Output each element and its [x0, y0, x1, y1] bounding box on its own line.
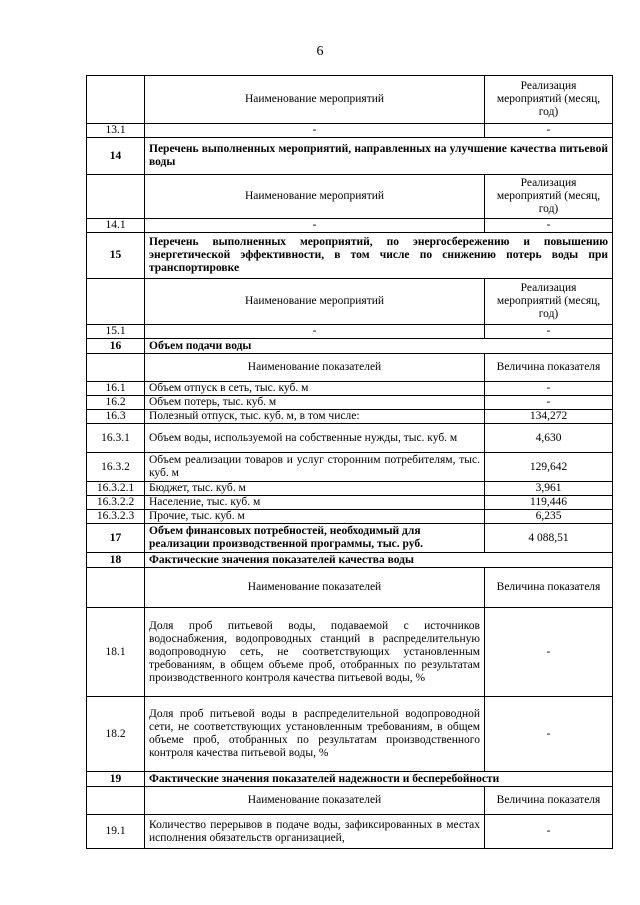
row-number: 18.2 — [87, 697, 145, 772]
row-number: 16.3.2.2 — [87, 496, 145, 510]
indicator-name: Полезный отпуск, тыс. куб. м, в том числе: — [145, 410, 485, 424]
section-title: Фактические значения показателей надежности и бесперебойности — [145, 772, 613, 787]
indicator-value: - — [485, 396, 613, 410]
row-number: 16.3.2 — [87, 453, 145, 482]
indicator-name: Объем отпуск в сеть, тыс. куб. м — [145, 382, 485, 396]
table-row — [87, 396, 613, 410]
row-number: 16.3 — [87, 410, 145, 424]
row-number: 16.3.1 — [87, 424, 145, 453]
table-row — [87, 76, 613, 124]
empty-cell — [87, 354, 145, 382]
indicators-name-header: Наименование показателей — [145, 354, 485, 382]
indicator-name: Прочие, тыс. куб. м — [145, 510, 485, 524]
indicator-name: Бюджет, тыс. куб. м — [145, 482, 485, 496]
indicator-name: Объем потерь, тыс. куб. м — [145, 396, 485, 410]
row-number: 16.2 — [87, 396, 145, 410]
indicator-value: - — [485, 382, 613, 396]
page-number: 6 — [316, 44, 324, 59]
indicator-name: Доля проб питьевой воды в распределительной водопроводной сети, не соответствующих установленным требованиям, в общем объеме проб, отобранных по результатам производственного контроля качества питьевой воды, % — [145, 697, 485, 772]
empty-cell — [87, 175, 145, 219]
table-row — [87, 124, 613, 138]
event-name-cell: - — [145, 219, 485, 233]
indicator-value: 129,642 — [485, 453, 613, 482]
indicator-value-header: Величина показателя — [485, 354, 613, 382]
section-row — [87, 772, 613, 787]
section-title: Перечень выполненных мероприятий, направленных на улучшение качества питьевой воды — [145, 138, 613, 175]
table-row — [87, 510, 613, 524]
indicator-value: 6,235 — [485, 510, 613, 524]
table-row — [87, 219, 613, 233]
events-realization-header: Реализация мероприятий (месяц, год) — [485, 76, 613, 124]
indicator-value: - — [485, 608, 613, 697]
row-number: 16.3.2.3 — [87, 510, 145, 524]
table-row — [87, 424, 613, 453]
section-row — [87, 138, 613, 175]
indicator-value-header: Величина показателя — [485, 787, 613, 815]
section-number: 17 — [87, 524, 145, 553]
section-title: Объем финансовых потребностей, необходимый для реализации производственной программы, тыс. руб. — [145, 524, 485, 553]
section-value: 4 088,51 — [485, 524, 613, 553]
events-name-header: Наименование мероприятий — [145, 76, 485, 124]
events-name-header: Наименование мероприятий — [145, 175, 485, 219]
indicator-name: Объем реализации товаров и услуг сторонним потребителям, тыс. куб. м — [145, 453, 485, 482]
table-row — [87, 482, 613, 496]
events-realization-header: Реализация мероприятий (месяц, год) — [485, 279, 613, 325]
indicator-name: Количество перерывов в подаче воды, зафиксированных в местах исполнения обязательств организацией, — [145, 815, 485, 849]
section-number: 15 — [87, 233, 145, 279]
indicator-value-header: Величина показателя — [485, 568, 613, 608]
row-number: 16.1 — [87, 382, 145, 396]
table-row — [87, 815, 613, 849]
empty-cell — [87, 279, 145, 325]
table-row — [87, 453, 613, 482]
section-number: 19 — [87, 772, 145, 787]
table-row — [87, 410, 613, 424]
section-number: 16 — [87, 339, 145, 354]
event-value-cell: - — [485, 124, 613, 138]
event-name-cell: - — [145, 325, 485, 339]
indicator-value: - — [485, 697, 613, 772]
section-title: Объем подачи воды — [145, 339, 613, 354]
event-value-cell: - — [485, 219, 613, 233]
section-title: Фактические значения показателей качества воды — [145, 553, 613, 568]
event-name-cell: - — [145, 124, 485, 138]
section-row — [87, 339, 613, 354]
section-number: 18 — [87, 553, 145, 568]
indicator-value: 3,961 — [485, 482, 613, 496]
indicator-value: 134,272 — [485, 410, 613, 424]
indicators-name-header: Наименование показателей — [145, 568, 485, 608]
table-row — [87, 325, 613, 339]
section-row — [87, 553, 613, 568]
table-row — [87, 787, 613, 815]
report-table — [86, 75, 613, 849]
table-row — [87, 382, 613, 396]
indicator-name: Объем воды, используемой на собственные нужды, тыс. куб. м — [145, 424, 485, 453]
event-value-cell: - — [485, 325, 613, 339]
events-name-header: Наименование мероприятий — [145, 279, 485, 325]
table-row — [87, 608, 613, 697]
section-row — [87, 524, 613, 553]
row-number: 19.1 — [87, 815, 145, 849]
table-row — [87, 568, 613, 608]
section-title: Перечень выполненных мероприятий, по энергосбережению и повышению энергетической эффективности, в том числе по снижению потерь воды при транспортировке — [145, 233, 613, 279]
empty-cell — [87, 787, 145, 815]
empty-cell — [87, 568, 145, 608]
row-number: 15.1 — [87, 325, 145, 339]
indicator-value: 119,446 — [485, 496, 613, 510]
table-row — [87, 279, 613, 325]
table-row — [87, 175, 613, 219]
indicator-name: Население, тыс. куб. м — [145, 496, 485, 510]
table-row — [87, 496, 613, 510]
events-realization-header: Реализация мероприятий (месяц, год) — [485, 175, 613, 219]
table-row — [87, 354, 613, 382]
empty-cell — [87, 76, 145, 124]
row-number: 18.1 — [87, 608, 145, 697]
section-number: 14 — [87, 138, 145, 175]
indicator-value: - — [485, 815, 613, 849]
indicator-name: Доля проб питьевой воды, подаваемой с источников водоснабжения, водопроводных станций в распределительную водопроводную сеть, не соответствующих установленным требованиям, в общем объеме проб, отобранных по результатам производственного контроля качества питьевой воды, % — [145, 608, 485, 697]
table-row — [87, 697, 613, 772]
row-number: 13.1 — [87, 124, 145, 138]
row-number: 16.3.2.1 — [87, 482, 145, 496]
indicators-name-header: Наименование показателей — [145, 787, 485, 815]
section-row — [87, 233, 613, 279]
row-number: 14.1 — [87, 219, 145, 233]
indicator-value: 4,630 — [485, 424, 613, 453]
